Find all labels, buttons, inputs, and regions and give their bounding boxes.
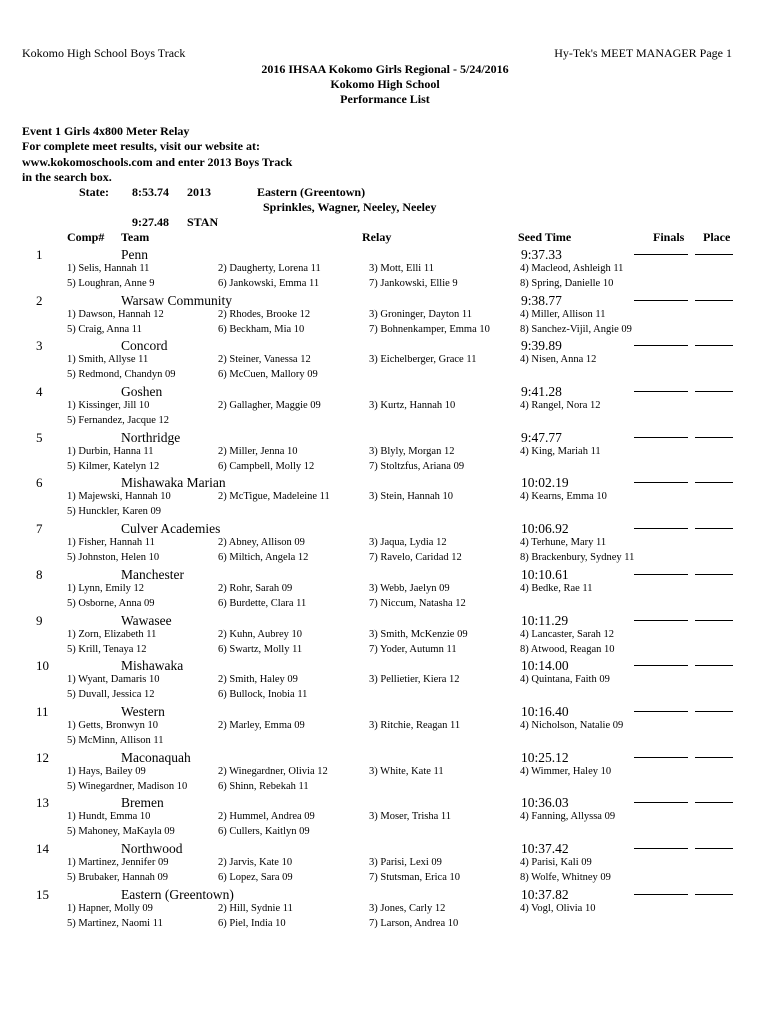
entry-number: 8	[36, 566, 43, 582]
stan-time: 9:27.48	[132, 215, 169, 229]
relay-athlete: 6) Burdette, Clara 11	[218, 597, 307, 609]
relay-athlete: 4) Quintana, Faith 09	[520, 674, 610, 686]
entry-row	[0, 382, 770, 428]
header-school: Kokomo High School Boys Track	[22, 46, 186, 60]
relay-athlete: 3) Smith, McKenzie 09	[369, 628, 468, 640]
finals-blank-line	[634, 391, 688, 392]
entry-team: Culver Academies	[121, 521, 221, 537]
stan-label: STAN	[187, 215, 219, 229]
relay-athlete: 1) Hapner, Molly 09	[67, 902, 153, 914]
relay-athlete: 5) Redmond, Chandyn 09	[67, 369, 176, 381]
entry-number: 4	[36, 384, 43, 400]
relay-athlete: 5) Craig, Anna 11	[67, 323, 142, 335]
host-title: Kokomo High School	[330, 77, 440, 91]
entry-seed-time: 10:16.40	[521, 703, 569, 719]
place-blank-line	[695, 437, 733, 438]
relay-athlete: 3) Ritchie, Reagan 11	[369, 719, 461, 731]
relay-athlete: 1) Lynn, Emily 12	[67, 582, 144, 594]
entry-seed-time: 10:37.42	[521, 840, 569, 856]
relay-athlete: 1) Getts, Bronwyn 10	[67, 719, 158, 731]
col-team: Team	[121, 230, 150, 244]
relay-athlete: 6) Bullock, Inobia 11	[218, 689, 308, 701]
relay-athlete: 3) Kurtz, Hannah 10	[369, 400, 456, 412]
relay-athlete: 5) Loughran, Anne 9	[67, 278, 155, 289]
entry-seed-time: 9:38.77	[521, 292, 562, 308]
entry-seed-time: 10:11.29	[521, 612, 569, 628]
relay-athlete: 2) McTigue, Madeleine 11	[218, 491, 330, 503]
event-title: Event 1 Girls 4x800 Meter Relay	[22, 124, 190, 138]
finals-blank-line	[634, 848, 688, 849]
finals-blank-line	[634, 437, 688, 438]
relay-athlete: 2) Smith, Haley 09	[218, 674, 298, 686]
entry-seed-time: 9:37.33	[521, 247, 562, 262]
entry-seed-time: 9:47.77	[521, 429, 562, 445]
col-finals: Finals	[653, 230, 685, 244]
entry-number: 3	[36, 338, 43, 354]
entry-row	[0, 793, 770, 839]
relay-athlete: 1) Kissinger, Jill 10	[67, 400, 150, 412]
relay-athlete: 8) Atwood, Reagan 10	[520, 643, 615, 655]
entry-team: Mishawaka	[121, 658, 184, 674]
relay-athlete: 6) Campbell, Molly 12	[218, 460, 315, 472]
relay-athlete: 4) Bedke, Rae 11	[520, 582, 593, 594]
relay-athlete: 4) Wimmer, Haley 10	[520, 765, 612, 777]
relay-athlete: 1) Dawson, Hannah 12	[67, 308, 164, 320]
place-blank-line	[695, 254, 733, 255]
state-record-year: 2013	[187, 185, 211, 199]
relay-athlete: 4) Nicholson, Natalie 09	[520, 719, 624, 731]
finals-blank-line	[634, 757, 688, 758]
place-blank-line	[695, 757, 733, 758]
relay-athlete: 5) McMinn, Allison 11	[67, 734, 164, 746]
relay-athlete: 1) Durbin, Hanna 11	[67, 445, 154, 457]
entry-team: Eastern (Greentown)	[121, 886, 234, 902]
col-place: Place	[703, 230, 731, 244]
relay-athlete: 7) Ravelo, Caridad 12	[369, 552, 462, 564]
entry-row	[0, 702, 770, 748]
place-blank-line	[695, 345, 733, 346]
relay-athlete: 3) Parisi, Lexi 09	[369, 856, 442, 868]
entry-team: Northridge	[121, 429, 181, 445]
relay-athlete: 5) Fernandez, Jacque 12	[67, 415, 170, 427]
entry-seed-time: 10:14.00	[521, 658, 569, 674]
relay-athlete: 7) Yoder, Autumn 11	[369, 643, 457, 655]
relay-athlete: 2) Steiner, Vanessa 12	[218, 354, 311, 366]
relay-athlete: 4) Vogl, Olivia 10	[520, 902, 596, 914]
relay-athlete: 5) Brubaker, Hannah 09	[67, 871, 169, 883]
place-blank-line	[695, 848, 733, 849]
place-blank-line	[695, 300, 733, 301]
relay-athlete: 7) Jankowski, Ellie 9	[369, 278, 458, 289]
relay-athlete: 8) Spring, Danielle 10	[520, 278, 614, 289]
relay-athlete: 2) Miller, Jenna 10	[218, 445, 298, 457]
place-blank-line	[695, 894, 733, 895]
event-note-line-3: in the search box.	[22, 169, 112, 184]
entry-number: 13	[36, 795, 49, 811]
relay-athlete: 1) Fisher, Hannah 11	[67, 537, 155, 549]
entry-seed-time: 9:39.89	[521, 338, 562, 354]
relay-athlete: 5) Osborne, Anna 09	[67, 597, 155, 609]
relay-athlete: 2) Marley, Emma 09	[218, 719, 305, 731]
entry-number: 6	[36, 475, 43, 491]
list-title: Performance List	[340, 92, 430, 106]
entry-row	[0, 245, 770, 291]
entry-seed-time: 10:36.03	[521, 795, 569, 811]
relay-athlete: 6) Swartz, Molly 11	[218, 643, 303, 655]
finals-blank-line	[634, 528, 688, 529]
event-note-line-2: www.kokomoschools.com and enter 2013 Boys Track	[22, 154, 293, 169]
relay-athlete: 5) Duvall, Jessica 12	[67, 689, 155, 701]
entry-seed-time: 10:37.82	[521, 886, 569, 902]
entry-number: 5	[36, 429, 43, 445]
relay-athlete: 6) Piel, India 10	[218, 917, 286, 929]
finals-blank-line	[634, 482, 688, 483]
entry-number: 7	[36, 521, 43, 537]
relay-athlete: 4) Kearns, Emma 10	[520, 491, 607, 503]
relay-athlete: 2) Winegardner, Olivia 12	[218, 765, 328, 777]
entry-seed-time: 10:02.19	[521, 475, 569, 491]
relay-athlete: 3) Stein, Hannah 10	[369, 491, 453, 503]
relay-athlete: 3) Blyly, Morgan 12	[369, 445, 455, 457]
relay-athlete: 4) King, Mariah 11	[520, 445, 601, 457]
relay-athlete: 5) Krill, Tenaya 12	[67, 643, 147, 655]
place-blank-line	[695, 391, 733, 392]
entry-seed-time: 10:06.92	[521, 521, 569, 537]
relay-athlete: 3) Groninger, Dayton 11	[369, 308, 473, 320]
relay-athlete: 2) Hill, Sydnie 11	[218, 902, 293, 914]
relay-athlete: 6) McCuen, Mallory 09	[218, 369, 318, 381]
relay-athlete: 4) Macleod, Ashleigh 11	[520, 263, 624, 274]
place-blank-line	[695, 620, 733, 621]
entry-row	[0, 656, 770, 702]
entry-team: Mishawaka Marian	[121, 475, 226, 491]
relay-athlete: 5) Kilmer, Katelyn 12	[67, 460, 160, 472]
entry-team: Penn	[121, 247, 148, 262]
state-record-team: Eastern (Greentown)	[257, 185, 366, 199]
relay-athlete: 4) Nisen, Anna 12	[520, 354, 597, 366]
relay-athlete: 5) Martinez, Naomi 11	[67, 917, 163, 929]
entry-row	[0, 611, 770, 657]
relay-athlete: 1) Zorn, Elizabeth 11	[67, 628, 157, 640]
entry-row	[0, 885, 770, 931]
relay-athlete: 2) Daugherty, Lorena 11	[218, 263, 321, 274]
relay-athlete: 4) Terhune, Mary 11	[520, 537, 607, 549]
entry-seed-time: 10:25.12	[521, 749, 569, 765]
relay-athlete: 4) Miller, Allison 11	[520, 308, 606, 320]
entry-number: 14	[36, 840, 49, 856]
event-info	[22, 124, 292, 185]
relay-athlete: 3) Moser, Trisha 11	[369, 811, 452, 823]
relay-athlete: 2) Jarvis, Kate 10	[218, 856, 293, 868]
finals-blank-line	[634, 574, 688, 575]
finals-blank-line	[634, 894, 688, 895]
relay-athlete: 4) Parisi, Kali 09	[520, 856, 592, 868]
state-record-label: State:	[79, 185, 109, 199]
finals-blank-line	[634, 665, 688, 666]
entry-team: Wawasee	[121, 612, 172, 628]
entry-row	[0, 565, 770, 611]
meet-title: 2016 IHSAA Kokomo Girls Regional - 5/24/2016	[261, 62, 509, 76]
finals-blank-line	[634, 711, 688, 712]
col-relay: Relay	[362, 230, 392, 244]
entry-team: Western	[121, 703, 165, 719]
entry-number: 1	[36, 247, 43, 262]
relay-athlete: 7) Bohnenkamper, Emma 10	[369, 323, 490, 335]
relay-athlete: 1) Wyant, Damaris 10	[67, 674, 160, 686]
entry-team: Northwood	[121, 840, 183, 856]
entry-seed-time: 10:10.61	[521, 566, 569, 582]
entry-seed-time: 9:41.28	[521, 384, 562, 400]
relay-athlete: 3) Eichelberger, Grace 11	[369, 354, 477, 366]
finals-blank-line	[634, 254, 688, 255]
entry-number: 12	[36, 749, 49, 765]
relay-athlete: 6) Miltich, Angela 12	[218, 552, 309, 564]
relay-athlete: 6) Shinn, Rebekah 11	[218, 780, 309, 792]
entry-number: 15	[36, 886, 49, 902]
relay-athlete: 7) Stutsman, Erica 10	[369, 871, 460, 883]
document-titles	[0, 62, 770, 107]
relay-athlete: 5) Winegardner, Madison 10	[67, 780, 188, 792]
col-comp: Comp#	[67, 230, 105, 244]
relay-athlete: 2) Rohr, Sarah 09	[218, 582, 293, 594]
relay-athlete: 2) Abney, Allison 09	[218, 537, 305, 549]
place-blank-line	[695, 711, 733, 712]
entry-team: Goshen	[121, 384, 163, 400]
finals-blank-line	[634, 802, 688, 803]
entry-team: Warsaw Community	[121, 292, 233, 308]
relay-athlete: 2) Hummel, Andrea 09	[218, 811, 315, 823]
entry-row	[0, 336, 770, 382]
relay-athlete: 6) Cullers, Kaitlyn 09	[218, 826, 310, 838]
event-note-line-1: For complete meet results, visit our website at:	[22, 139, 260, 154]
relay-athlete: 3) Jaqua, Lydia 12	[369, 537, 447, 549]
entry-row	[0, 473, 770, 519]
relay-athlete: 3) Webb, Jaelyn 09	[369, 582, 450, 594]
relay-athlete: 6) Lopez, Sara 09	[218, 871, 293, 883]
relay-athlete: 8) Brackenbury, Sydney 11	[520, 552, 635, 564]
relay-athlete: 8) Wolfe, Whitney 09	[520, 871, 611, 883]
state-record-time: 8:53.74	[132, 185, 169, 199]
header-software: Hy-Tek's MEET MANAGER Page 1	[554, 46, 732, 60]
relay-athlete: 3) White, Kate 11	[369, 765, 444, 777]
relay-athlete: 7) Stoltzfus, Ariana 09	[369, 460, 465, 472]
entry-list	[0, 245, 770, 930]
relay-athlete: 2) Rhodes, Brooke 12	[218, 308, 311, 320]
relay-athlete: 7) Larson, Andrea 10	[369, 917, 459, 929]
place-blank-line	[695, 665, 733, 666]
relay-athlete: 1) Smith, Allyse 11	[67, 354, 149, 366]
relay-athlete: 1) Martinez, Jennifer 09	[67, 856, 169, 868]
place-blank-line	[695, 574, 733, 575]
place-blank-line	[695, 528, 733, 529]
entry-team: Bremen	[121, 795, 164, 811]
relay-athlete: 5) Johnston, Helen 10	[67, 552, 160, 564]
relay-athlete: 4) Fanning, Allyssa 09	[520, 811, 616, 823]
place-blank-line	[695, 482, 733, 483]
entry-number: 10	[36, 658, 49, 674]
relay-athlete: 1) Majewski, Hannah 10	[67, 491, 171, 503]
finals-blank-line	[634, 300, 688, 301]
relay-athlete: 2) Kuhn, Aubrey 10	[218, 628, 302, 640]
relay-athlete: 4) Rangel, Nora 12	[520, 400, 601, 412]
finals-blank-line	[634, 345, 688, 346]
entry-number: 2	[36, 292, 43, 308]
place-blank-line	[695, 802, 733, 803]
relay-athlete: 7) Niccum, Natasha 12	[369, 597, 466, 609]
entry-team: Concord	[121, 338, 168, 354]
relay-athlete: 1) Selis, Hannah 11	[67, 263, 150, 274]
entry-team: Maconaquah	[121, 749, 191, 765]
entry-team: Manchester	[121, 566, 184, 582]
finals-blank-line	[634, 620, 688, 621]
entry-row	[0, 519, 770, 565]
relay-athlete: 5) Mahoney, MaKayla 09	[67, 826, 175, 838]
relay-athlete: 6) Beckham, Mia 10	[218, 323, 305, 335]
entry-row	[0, 839, 770, 885]
entry-row	[0, 291, 770, 337]
relay-athlete: 8) Sanchez-Vijil, Angie 09	[520, 323, 632, 335]
entry-number: 9	[36, 612, 43, 628]
relay-athlete: 1) Hundt, Emma 10	[67, 811, 151, 823]
relay-athlete: 4) Lancaster, Sarah 12	[520, 628, 615, 640]
relay-athlete: 5) Hunckler, Karen 09	[67, 506, 162, 518]
relay-athlete: 3) Mott, Elli 11	[369, 263, 434, 274]
col-seed-time: Seed Time	[518, 230, 572, 244]
relay-athlete: 3) Pellietier, Kiera 12	[369, 674, 460, 686]
state-record-names: Sprinkles, Wagner, Neeley, Neeley	[263, 200, 437, 214]
relay-athlete: 3) Jones, Carly 12	[369, 902, 446, 914]
relay-athlete: 2) Gallagher, Maggie 09	[218, 400, 321, 412]
entry-row	[0, 428, 770, 474]
relay-athlete: 1) Hays, Bailey 09	[67, 765, 146, 777]
relay-athlete: 6) Jankowski, Emma 11	[218, 278, 320, 289]
entry-row	[0, 748, 770, 794]
entry-number: 11	[36, 703, 49, 719]
